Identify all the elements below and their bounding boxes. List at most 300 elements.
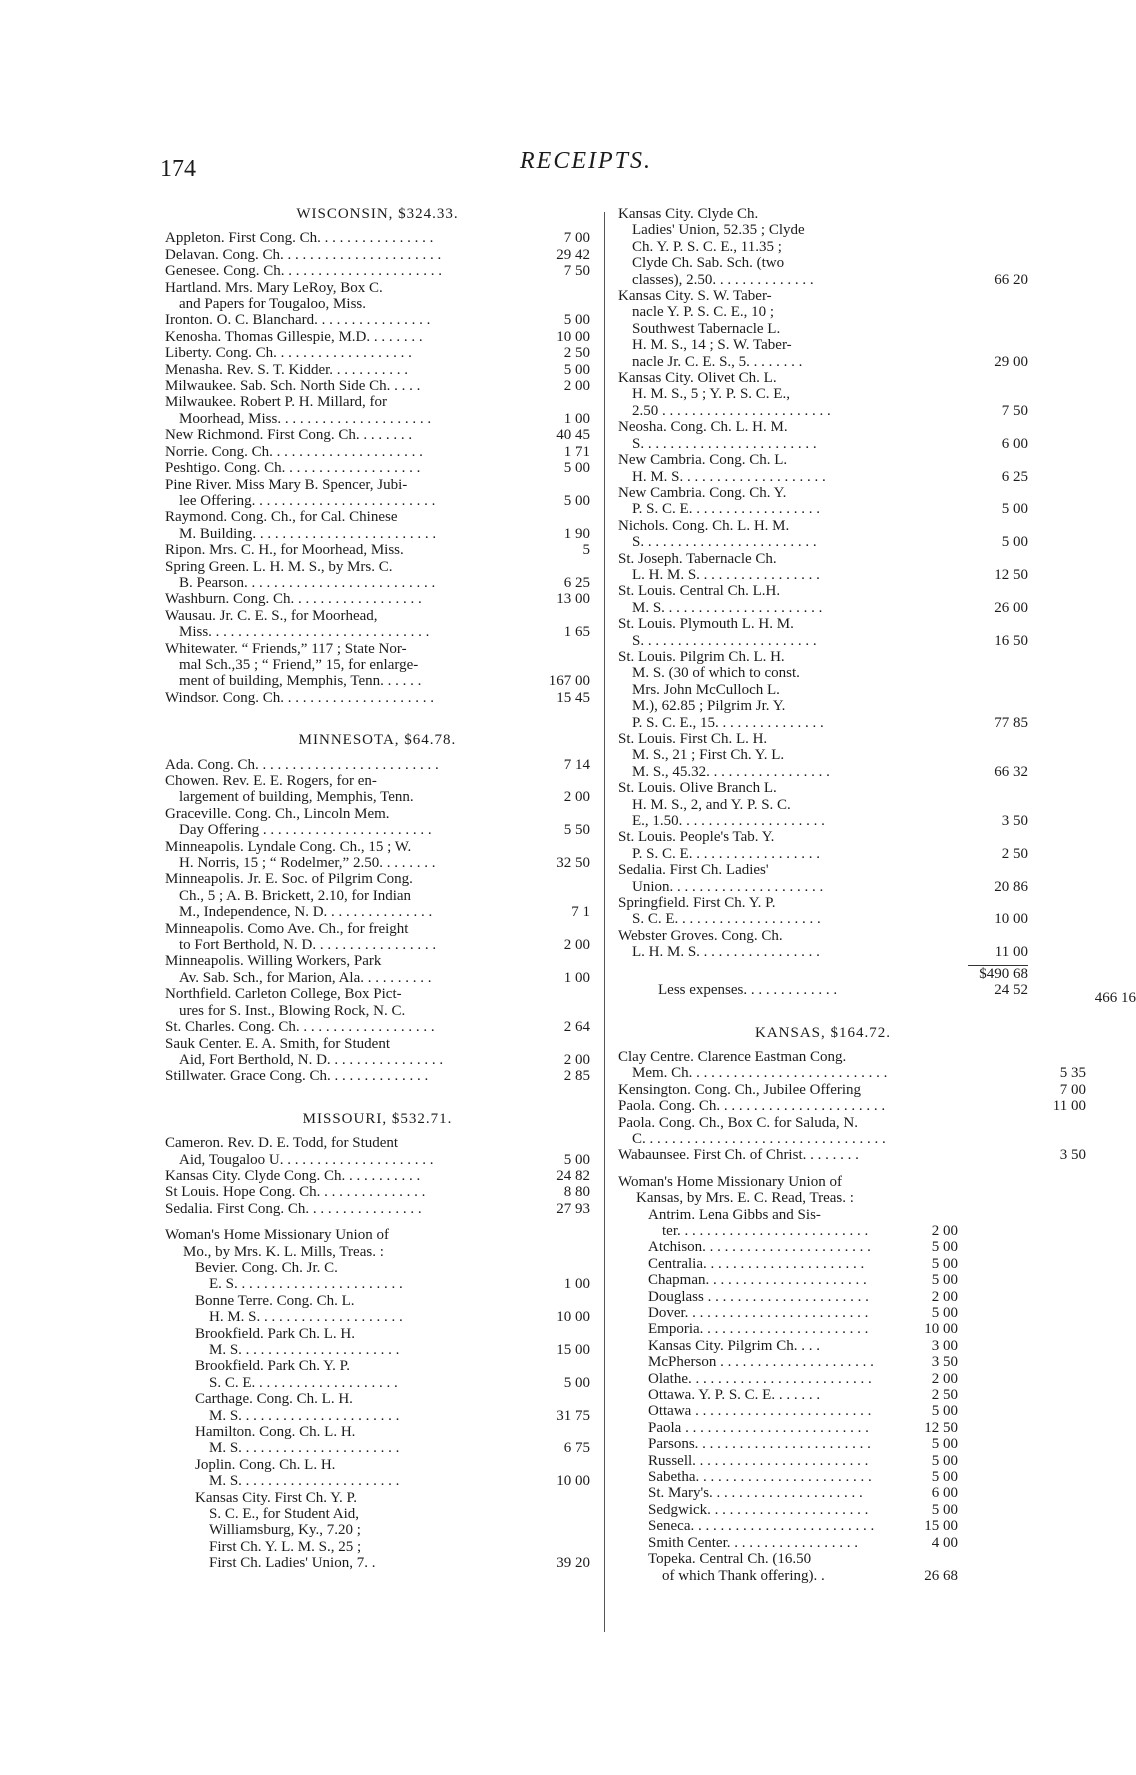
entry-line: St. Louis. Pilgrim Ch. L. H. [618,648,785,665]
entry-amount: 2 50 [1001,845,1028,862]
entry-line: Kenosha. Thomas Gillespie, M.D. . . . . . . . [165,328,423,345]
entry-line: Webster Groves. Cong. Ch. [618,927,783,944]
entry-amount: 3 50 [1001,813,1028,830]
entry-line: S. C. E. . . . . . . . . . . . . . . . . . . . [632,911,821,928]
entry-line: P. S. C. E. . . . . . . . . . . . . . . . . . [632,501,820,518]
entry-text [648,1321,918,1337]
receipt-row [165,509,590,542]
entry-text [165,757,538,773]
entry-amount: 24 82 [556,1167,590,1184]
entry-line: E. S. . . . . . . . . . . . . . . . . . . . . . . [209,1276,403,1293]
entry-line: Clay Centre. Clarence Eastman Cong. [618,1048,847,1065]
entry-line: New Cambria. Cong. Ch. L. [618,452,788,469]
entry-line: Antrim. Lena Gibbs and Sis- [648,1206,821,1223]
receipt-row [165,641,590,690]
entry-amount: 3 50 [1059,1147,1086,1164]
entry-text [648,1436,918,1452]
entry-amount: 66 20 [994,271,1028,288]
union-receipt-row [618,370,1028,419]
entry-line: Sedalia. First Ch. Ladies' [618,862,769,879]
entry-line: largement of building, Memphis, Tenn. [179,789,414,806]
entry-line: Clyde Ch. Sab. Sch. (two [632,255,785,272]
entry-text [648,1403,918,1419]
entry-text [165,230,538,246]
entry-line: Graceville. Cong. Ch., Lincoln Mem. [165,805,390,822]
entry-text [648,1256,918,1272]
entry-line: nacle Jr. C. E. S., 5. . . . . . . . [632,353,803,370]
entry-amount: 10 00 [924,1321,958,1338]
entry-line: P. S. C. E. . . . . . . . . . . . . . . . . . [632,845,820,862]
entry-amount: 8 80 [563,1184,590,1201]
entry-line: L. H. M. S. . . . . . . . . . . . . . . . . [632,944,820,961]
entry-line: Kansas City. Pilgrim Ch. . . . [648,1337,820,1354]
entry-text [165,839,538,872]
entry-line: Russell. . . . . . . . . . . . . . . . . . . . . . . . [648,1452,869,1469]
entry-line: H. M. S., 2, and Y. P. S. C. [632,796,791,813]
entry-text [165,312,538,328]
entry-text [195,1424,550,1457]
less-expenses-label: Less expenses. . . . . . . . . . . . . [658,982,838,999]
entry-line: S. . . . . . . . . . . . . . . . . . . . . . . . [632,534,817,551]
receipt-row [165,871,590,920]
entry-line: Av. Sab. Sch., for Marion, Ala. . . . . . . . . . [179,969,432,986]
entry-amount: 4 00 [931,1534,958,1551]
column-divider [604,212,605,1632]
entry-line: B. Pearson. . . . . . . . . . . . . . . . . . . . . . . . . . [179,574,436,591]
receipt-row [618,1098,1086,1114]
entry-text [165,509,538,542]
entry-amount: 1 00 [563,969,590,986]
entry-text [165,773,538,806]
entry-amount: 1 71 [563,443,590,460]
entry-line: S. . . . . . . . . . . . . . . . . . . . . . . . [632,435,817,452]
entry-line: Mrs. John McCulloch L. [632,681,780,698]
union-receipt-row [618,485,1028,518]
entry-text [165,394,538,427]
entry-amount: 7 50 [563,263,590,280]
entry-text [165,921,538,954]
entry-line: M. S. . . . . . . . . . . . . . . . . . . . . . [209,1473,400,1490]
union-receipt-row [618,206,1028,288]
entry-line: Hamilton. Cong. Ch. L. H. [195,1424,356,1441]
union-receipt-row [195,1490,590,1572]
entry-line: Carthage. Cong. Ch. L. H. [195,1391,353,1408]
receipt-row [165,986,590,1019]
entry-text [648,1207,918,1240]
entry-line: Union. . . . . . . . . . . . . . . . . . . . . [632,878,824,895]
entry-line: New Cambria. Cong. Ch. Y. [618,484,787,501]
entry-amount: 5 00 [1001,501,1028,518]
entry-amount: 29 42 [556,246,590,263]
entry-text [618,288,976,370]
entry-line: Cameron. Rev. D. E. Todd, for Student [165,1135,399,1152]
entry-line: Ada. Cong. Ch. . . . . . . . . . . . . . . . . . . . . . . . . [165,756,439,773]
entry-text [618,485,976,518]
entry-amount: 27 93 [556,1200,590,1217]
entry-line: Brookfield. Park Ch. Y. P. [195,1358,351,1375]
entry-amount: 5 00 [931,1272,958,1289]
entry-line: M.), 62.85 ; Pilgrim Jr. Y. [632,698,786,715]
entry-line: Emporia. . . . . . . . . . . . . . . . . . . . . . . [648,1321,869,1338]
entry-amount: 6 00 [931,1485,958,1502]
entry-text [648,1272,918,1288]
entry-line: H. M. S. . . . . . . . . . . . . . . . . . . . [632,468,826,485]
entry-line: Sedgwick. . . . . . . . . . . . . . . . . . . . . . [648,1501,869,1518]
entry-line: Nichols. Cong. Ch. L. H. M. [618,517,790,534]
entry-line: Atchison. . . . . . . . . . . . . . . . . . . . . . . [648,1239,871,1256]
entry-line: Paola. Cong. Ch., Box C. for Saluda, N. [618,1114,858,1131]
missouri-union-heading: Woman's Home Missionary Union of Mo., by Mrs. K. L. Mills, Treas. : [165,1227,389,1260]
entry-line: New Richmond. First Cong. Ch. . . . . . . . [165,427,413,444]
entry-text [618,452,976,485]
receipt-row [165,1184,590,1200]
entry-text [195,1293,550,1326]
entry-line: Southwest Tabernacle L. [632,320,781,337]
union-receipt-row [618,780,1028,829]
entry-line: Delavan. Cong. Ch. . . . . . . . . . . . . . . . . . . . . . [165,246,442,263]
entry-amount: 2 00 [563,937,590,954]
entry-amount: 11 00 [994,944,1028,961]
receipt-row [165,608,590,641]
entry-line: Milwaukee. Robert P. H. Millard, for [165,394,388,411]
entry-amount: 32 50 [556,855,590,872]
entry-text [618,862,976,895]
net-total-amount: 466 16 [1094,990,1136,1007]
entry-line: Genesee. Cong. Ch. . . . . . . . . . . . . . . . . . . . . . [165,263,443,280]
left-column [165,206,590,1572]
entry-line: Northfield. Carleton College, Box Pict- [165,986,402,1003]
entry-amount: 26 68 [924,1567,958,1584]
entry-line: H. Norris, 15 ; “ Rodelmer,” 2.50. . . . . . . . [179,855,436,872]
entry-amount: 5 00 [931,1255,958,1272]
entry-line: M. S. (30 of which to const. [632,665,800,682]
missouri-list [165,1135,590,1217]
union-receipt-row [648,1453,958,1469]
entry-text [165,378,538,394]
entry-amount: 10 00 [556,328,590,345]
entry-line: Chowen. Rev. E. E. Rogers, for en- [165,773,377,789]
entry-text [648,1387,918,1403]
receipt-row [165,280,590,313]
union-receipt-row [648,1502,958,1518]
entry-text [165,559,538,592]
entry-amount: 2 64 [563,1019,590,1036]
wisconsin-list [165,230,590,706]
receipt-row [165,460,590,476]
entry-amount: 5 00 [931,1436,958,1453]
union-receipt-row [618,731,1028,780]
entry-amount: 2 50 [931,1387,958,1404]
entry-amount: 167 00 [548,673,590,690]
kansas-union-heading: Woman's Home Missionary Union of Kansas, by Mrs. E. C. Read, Treas. : [618,1173,854,1207]
entry-line: and Papers for Tougaloo, Miss. [179,296,366,313]
entry-amount: 10 00 [556,1473,590,1490]
entry-line: First Ch. Y. L. M. S., 25 ; [209,1538,362,1555]
entry-amount: 20 86 [994,878,1028,895]
entry-amount: 6 75 [563,1440,590,1457]
entry-line: Ripon. Mrs. C. H., for Moorhead, Miss. [165,542,404,559]
entry-line: Ch. Y. P. S. C. E., 11.35 ; [632,238,782,255]
entry-text [165,444,538,460]
union-receipt-row [195,1391,590,1424]
entry-text [648,1485,918,1501]
entry-line: Miss. . . . . . . . . . . . . . . . . . . . . . . . . . . . . . [179,624,430,641]
entry-line: Joplin. Cong. Ch. L. H. [195,1456,336,1473]
entry-amount: 15 00 [556,1342,590,1358]
entry-line: Neosha. Cong. Ch. L. H. M. [618,419,788,436]
entry-amount: 5 [582,542,590,559]
receipt-row [165,559,590,592]
union-receipt-row [195,1358,590,1391]
entry-text [165,345,538,361]
entry-line: Aid, Tougaloo U. . . . . . . . . . . . . . . . . . . . . [179,1151,434,1168]
entry-text [195,1358,550,1391]
entry-amount: 13 00 [556,591,590,608]
entry-line: Brookfield. Park Ch. L. H. [195,1325,355,1342]
entry-text [618,1049,1034,1082]
entry-line: First Ch. Ladies' Union, 7. . [209,1555,376,1572]
entry-text [165,641,538,690]
kansas-union-list [618,1207,958,1584]
entry-line: Day Offering . . . . . . . . . . . . . . . . . . . . . . . [179,822,432,839]
union-receipt-row [648,1518,958,1534]
receipt-row [165,1036,590,1069]
entry-amount: 2 00 [563,1051,590,1068]
entry-text [165,460,538,476]
subtotal-row [618,965,1028,982]
receipt-row [165,542,590,558]
union-receipt-row [648,1551,958,1584]
entry-amount: 5 00 [563,1374,590,1391]
entry-line: Hartland. Mrs. Mary LeRoy, Box C. [165,279,383,296]
receipt-row [618,1049,1086,1082]
entry-text [195,1490,550,1572]
entry-line: Paola . . . . . . . . . . . . . . . . . . . . . . . . . [648,1419,869,1436]
section-title-kansas: KANSAS, $164.72. [754,1024,891,1041]
section-title-minnesota: MINNESOTA, $64.78. [298,732,457,749]
entry-text [165,1184,538,1200]
entry-amount: 5 00 [931,1239,958,1256]
entry-line: M. S., 21 ; First Ch. Y. L. [632,747,785,764]
union-receipt-row [618,862,1028,895]
receipt-row [165,230,590,246]
entry-line: St. Louis. People's Tab. Y. [618,829,775,846]
entry-amount: 29 00 [994,353,1028,370]
union-receipt-row [648,1403,958,1419]
entry-amount: 7 1 [571,904,590,921]
receipt-row [165,591,590,607]
entry-amount: 10 00 [994,911,1028,928]
entry-line: 2.50 . . . . . . . . . . . . . . . . . . . . . . . [632,402,831,419]
union-receipt-row [618,928,1028,961]
entry-amount: 2 50 [563,345,590,362]
union-receipt-row [648,1207,958,1240]
receipt-row [165,1135,590,1168]
entry-text [618,649,976,731]
less-expenses-amount: 24 52 [994,982,1028,999]
entry-line: Topeka. Central Ch. (16.50 [648,1551,812,1568]
entry-line: Springfield. First Ch. Y. P. [618,895,776,912]
entry-amount: 5 00 [931,1469,958,1486]
entry-text [618,551,976,584]
entry-line: Smith Center. . . . . . . . . . . . . . . . . . [648,1534,858,1551]
entry-line: Milwaukee. Sab. Sch. North Side Ch. . . . . [165,378,421,395]
entry-line: Douglass . . . . . . . . . . . . . . . . . . . . . . [648,1288,869,1305]
entry-line: St. Louis. Olive Branch L. [618,780,777,797]
entry-line: Moorhead, Miss. . . . . . . . . . . . . . . . . . . . . [179,410,432,427]
entry-amount: 5 00 [563,361,590,378]
entry-line: M., Independence, N. D. . . . . . . . . . . . . . . [179,904,433,921]
entry-line: Peshtigo. Cong. Ch. . . . . . . . . . . . . . . . . . . [165,460,421,477]
union-receipt-row [648,1256,958,1272]
entry-text [195,1457,550,1490]
entry-line: P. S. C. E., 15. . . . . . . . . . . . . . . [632,714,824,731]
receipt-row [165,921,590,954]
entry-amount: 40 45 [556,427,590,444]
entry-amount: 2 00 [563,378,590,395]
entry-amount: 11 00 [1052,1098,1086,1115]
entry-amount: 39 20 [556,1555,590,1572]
receipt-row [165,806,590,839]
receipt-row [618,1115,1086,1148]
entry-amount: 77 85 [994,714,1028,731]
entry-text [618,206,976,288]
less-expenses-row [618,982,1136,1007]
receipt-row [165,1019,590,1035]
entry-line: Minneapolis. Jr. E. Soc. of Pilgrim Cong. [165,871,413,888]
entry-text [648,1535,918,1551]
entry-text [165,1201,538,1217]
union-receipt-row [618,452,1028,485]
entry-line: Menasha. Rev. S. T. Kidder. . . . . . . . . . . [165,361,409,378]
entry-line: Kensington. Cong. Ch., Jubilee Offering [618,1081,862,1098]
entry-amount: 5 00 [563,460,590,477]
union-receipt-row [648,1371,958,1387]
union-receipt-row [648,1535,958,1551]
entry-line: Aid, Fort Berthold, N. D. . . . . . . . . . . . . . . . [179,1051,444,1068]
missouri-union-list [165,1260,590,1572]
entry-line: Paola. Cong. Ch. . . . . . . . . . . . . . . . . . . . . . . [618,1098,886,1115]
entry-amount: 7 00 [563,230,590,247]
entry-text [165,986,538,1019]
entry-line: St. Louis. Plymouth L. H. M. [618,616,794,633]
entry-amount: 26 00 [994,599,1028,616]
union-receipt-row [195,1326,590,1359]
receipt-row [165,1068,590,1084]
entry-amount: 1 00 [563,1276,590,1293]
entry-line: St. Joseph. Tabernacle Ch. [618,550,777,567]
receipt-row [165,773,590,806]
entry-text [648,1502,918,1518]
entry-line: McPherson . . . . . . . . . . . . . . . . . . . . . [648,1354,874,1371]
entry-amount: 12 50 [994,566,1028,583]
entry-line: Minneapolis. Como Ave. Ch., for freight [165,920,409,937]
entry-text [648,1453,918,1469]
receipt-row [165,345,590,361]
entry-line: classes), 2.50. . . . . . . . . . . . . . [632,271,814,288]
entry-amount: 3 00 [931,1337,958,1354]
union-receipt-row [648,1436,958,1452]
entry-amount: 7 50 [1001,402,1028,419]
receipt-row [165,312,590,328]
entry-line: Pine River. Miss Mary B. Spencer, Jubi- [165,476,408,493]
entry-text [648,1420,918,1436]
entry-line: lee Offering. . . . . . . . . . . . . . . . . . . . . . . . . [179,492,436,509]
union-receipt-row [195,1457,590,1490]
subtotal-amount: $490 68 [968,965,1028,982]
entry-line: Sabetha. . . . . . . . . . . . . . . . . . . . . . . . [648,1469,872,1486]
entry-text [618,895,976,928]
entry-line: Ch., 5 ; A. B. Brickett, 2.10, for Indian [179,887,412,904]
entry-line: St. Louis. First Ch. L. H. [618,731,768,747]
receipt-row [165,263,590,279]
entry-text [648,1305,918,1321]
entry-line: Kansas City. Clyde Cong. Ch. . . . . . . . . . . [165,1167,421,1184]
entry-line: Ottawa. Y. P. S. C. E. . . . . . . [648,1387,821,1404]
entry-line: M. S., 45.32. . . . . . . . . . . . . . . . . [632,763,830,780]
entry-text [165,329,538,345]
entry-text [165,1068,538,1084]
entry-amount: 7 00 [1059,1081,1086,1098]
entry-amount: 5 50 [563,822,590,839]
union-receipt-row [648,1338,958,1354]
entry-text [165,1019,538,1035]
entry-text [165,806,538,839]
entry-text [165,1135,538,1168]
entry-amount: 16 50 [994,632,1028,649]
entry-line: nacle Y. P. S. C. E., 10 ; [632,304,775,321]
entry-text [618,1098,1034,1114]
entry-amount: 5 00 [931,1403,958,1420]
entry-line: Dover. . . . . . . . . . . . . . . . . . . . . . . . . [648,1305,869,1321]
right-column [618,206,1136,1584]
entry-amount: 3 50 [931,1354,958,1371]
entry-text [618,616,976,649]
entry-text [618,928,976,961]
receipt-row [165,757,590,773]
entry-text [618,780,976,829]
entry-text [618,1115,1034,1148]
union-receipt-row [648,1354,958,1370]
entry-text [165,1036,538,1069]
entry-text [648,1354,918,1370]
entry-line: M. S. . . . . . . . . . . . . . . . . . . . . . [209,1407,400,1424]
union-receipt-row [195,1260,590,1293]
entry-amount: 31 75 [556,1407,590,1424]
entry-line: St. Charles. Cong. Ch. . . . . . . . . . . . . . . . . . . [165,1019,435,1036]
union-receipt-row [618,583,1028,616]
entry-line: Minneapolis. Willing Workers, Park [165,953,382,970]
entry-text [165,1168,538,1184]
entry-amount: 1 00 [563,410,590,427]
minnesota-list [165,757,590,1085]
entry-line: H. M. S. . . . . . . . . . . . . . . . . . . . [209,1309,403,1326]
entry-line: Windsor. Cong. Ch. . . . . . . . . . . . . . . . . . . . . [165,689,434,706]
union-receipt-row [618,551,1028,584]
entry-line: M. Building. . . . . . . . . . . . . . . . . . . . . . . . . [179,525,437,542]
entry-text [165,263,538,279]
union-receipt-row [648,1321,958,1337]
entry-text [618,731,976,780]
entry-amount: 5 00 [1001,534,1028,551]
union-receipt-row [648,1485,958,1501]
entry-text [165,542,538,558]
receipt-row [165,378,590,394]
entry-text [195,1391,550,1424]
entry-line: Spring Green. L. H. M. S., by Mrs. C. [165,558,393,575]
entry-text [165,477,538,510]
entry-amount: 2 85 [563,1068,590,1085]
